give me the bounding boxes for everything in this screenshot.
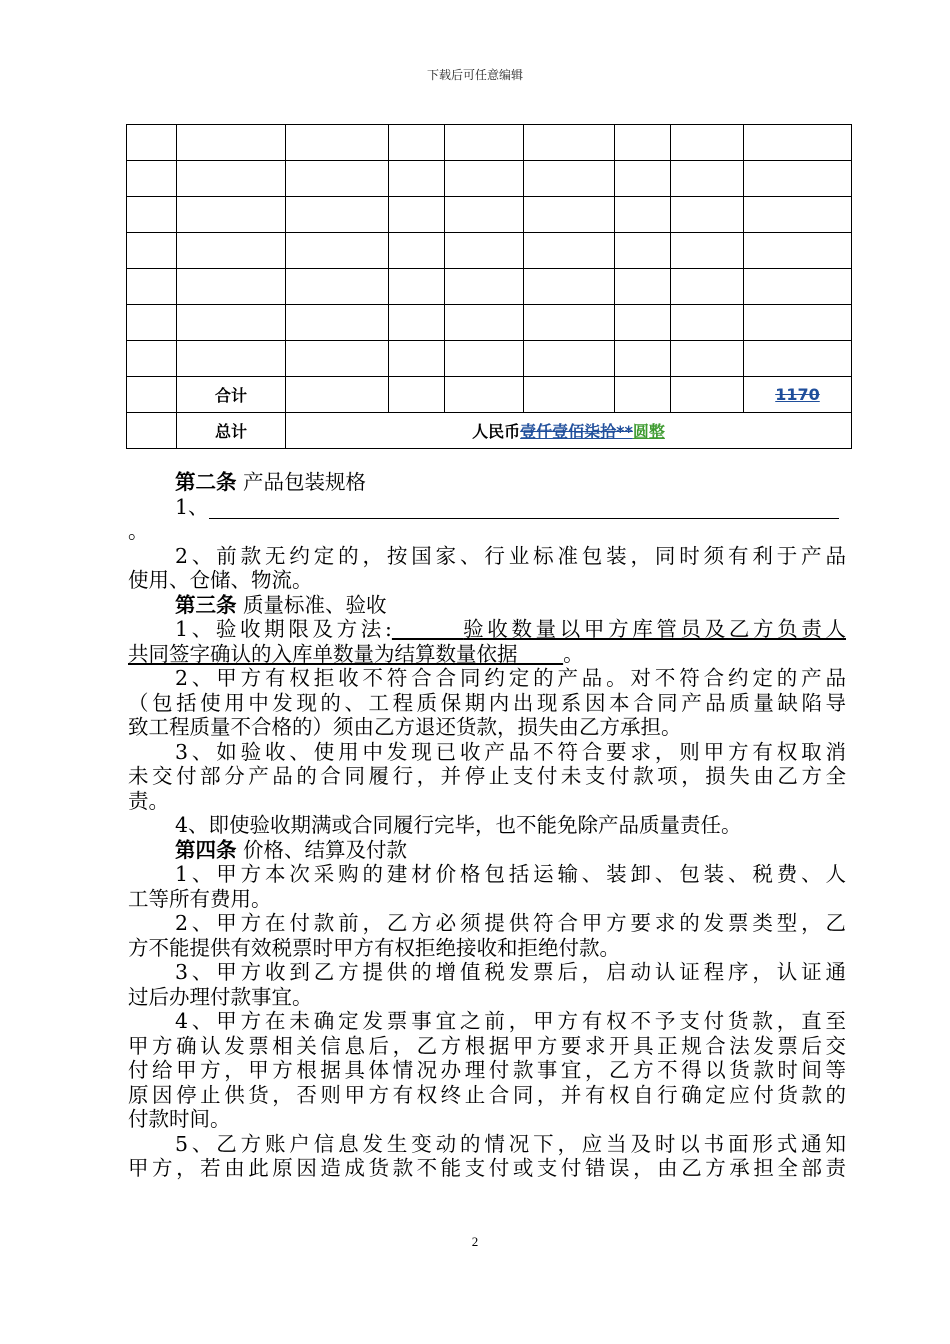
table-cell <box>744 305 852 341</box>
table-cell <box>744 233 852 269</box>
subtotal-label: 合计 <box>177 377 286 413</box>
table-cell <box>445 161 524 197</box>
article2-item2-line2: 使用、仓储、物流。 <box>128 568 313 592</box>
article4-item2-line2: 方不能提供有效税票时甲方有权拒绝接收和拒绝付款。 <box>128 935 620 960</box>
table-cell <box>177 161 286 197</box>
article3-item3-line3: 责。 <box>128 788 169 813</box>
table-cell <box>177 341 286 377</box>
table-cell <box>177 269 286 305</box>
article2-item1: 1、 <box>128 495 846 520</box>
table-row <box>127 341 852 377</box>
table-cell <box>286 233 389 269</box>
table-cell <box>524 269 615 305</box>
article3-item3-line1: 3、如验收、使用中发现已收产品不符合要求，则甲方有权取消 <box>175 739 846 764</box>
table-cell <box>671 269 744 305</box>
table-cell <box>445 233 524 269</box>
article2-heading: 第二条 产品包装规格 <box>175 470 367 494</box>
table-cell <box>389 305 445 341</box>
article4-item5-line1: 5、乙方账户信息发生变动的情况下，应当及时以书面形式通知 <box>175 1131 846 1156</box>
article3-item3-line2: 未交付部分产品的合同履行，并停止支付未支付款项，损失由乙方全 <box>128 764 846 788</box>
table-cell <box>671 341 744 377</box>
table-cell <box>127 197 177 233</box>
table-cell <box>744 197 852 233</box>
table-cell <box>744 341 852 377</box>
table-cell <box>445 197 524 233</box>
article3-item4: 4、即使验收期满或合同履行完毕，也不能免除产品质量责任。 <box>175 813 742 837</box>
article4-item4-line4: 原因停止供货，否则甲方有权终止合同，并有权自行确定应付货款的 <box>128 1082 846 1107</box>
subtotal-row <box>127 377 852 413</box>
table-cell <box>744 269 852 305</box>
table-row <box>127 161 852 197</box>
table-cell <box>286 197 389 233</box>
table-cell <box>671 305 744 341</box>
table-cell <box>524 197 615 233</box>
table-cell <box>671 197 744 233</box>
article4-item1-line1: 1、甲方本次采购的建材价格包括运输、装卸、包装、税费、人 <box>175 862 846 886</box>
page-number: 2 <box>471 1234 479 1249</box>
article3-item1-line2: 共同签字确认的入库单数量为结算数量依据 。 <box>128 641 584 666</box>
article3-item2-line2: （包括使用中发现的、工程质保期内出现系因本合同产品质量缺陷导 <box>128 690 846 715</box>
table-cell <box>389 341 445 377</box>
table-cell <box>615 305 671 341</box>
table-cell <box>445 125 524 161</box>
page-header: 下载后可任意编辑 <box>426 68 523 82</box>
table-cell <box>671 125 744 161</box>
table-row <box>127 233 852 269</box>
table-cell <box>524 161 615 197</box>
table-cell <box>445 341 524 377</box>
items-table <box>126 124 852 449</box>
article4-item3-line2: 过后办理付款事宜。 <box>128 984 313 1009</box>
table-cell <box>286 305 389 341</box>
table-cell <box>127 233 177 269</box>
table-cell <box>127 269 177 305</box>
table-cell <box>177 305 286 341</box>
article4-item1-line2: 工等所有费用。 <box>128 886 272 911</box>
article3-item2-line3: 致工程质量不合格的）须由乙方退还货款，损失由乙方承担。 <box>128 715 682 739</box>
total-label: 总计 <box>177 413 286 449</box>
table-cell <box>127 305 177 341</box>
table-cell <box>286 269 389 305</box>
table-cell <box>615 341 671 377</box>
total-amount-cell <box>286 413 852 449</box>
table-row <box>127 125 852 161</box>
article3-item2-line1: 2、甲方有权拒收不符合合同约定的产品。对不符合约定的产品 <box>175 666 846 690</box>
table-cell <box>744 125 852 161</box>
table-cell <box>445 269 524 305</box>
total-prefix: 人民币 <box>472 422 521 441</box>
table-cell <box>389 269 445 305</box>
article4-item5-line2: 甲方，若由此原因造成货款不能支付或支付错误，由乙方承担全部责 <box>128 1156 846 1180</box>
table-cell <box>615 161 671 197</box>
table-cell <box>127 341 177 377</box>
total-amount: 壹仟壹佰柒拾** <box>520 422 633 441</box>
article4-item2-line1: 2、甲方在付款前，乙方必须提供符合甲方要求的发票类型，乙 <box>175 911 846 935</box>
table-cell <box>524 341 615 377</box>
table-row <box>127 305 852 341</box>
subtotal-value: 1170 <box>775 385 820 404</box>
table-cell <box>286 125 389 161</box>
blank-fill-line <box>209 496 839 519</box>
table-cell <box>389 197 445 233</box>
table-cell <box>615 269 671 305</box>
table-cell <box>127 125 177 161</box>
table-cell <box>615 197 671 233</box>
article4-item4-line1: 4、甲方在未确定发票事宜之前，甲方有权不予支付货款，直至 <box>175 1009 846 1033</box>
article4-item4-line2: 甲方确认发票相关信息后，乙方根据甲方要求开具正规合法发票后交 <box>128 1033 846 1058</box>
table-cell <box>671 161 744 197</box>
table-cell <box>671 233 744 269</box>
table-row <box>127 269 852 305</box>
article3-heading: 第三条 质量标准、验收 <box>175 592 387 617</box>
table-cell <box>524 305 615 341</box>
table-cell <box>177 125 286 161</box>
article4-item3-line1: 3、甲方收到乙方提供的增值税发票后，启动认证程序，认证通 <box>175 960 846 984</box>
table-cell <box>286 341 389 377</box>
table-row <box>127 197 852 233</box>
article3-item1-line1: 1、验收期限及方法: 验收数量以甲方库管员及乙方负责人 <box>175 617 847 641</box>
table-cell <box>286 161 389 197</box>
contract-body <box>128 470 846 1181</box>
total-row <box>127 413 852 449</box>
table-cell <box>177 197 286 233</box>
table-cell <box>389 161 445 197</box>
table-cell <box>389 233 445 269</box>
table-cell <box>744 161 852 197</box>
article2-item2-line1: 2、前款无约定的，按国家、行业标准包装，同时须有利于产品 <box>175 543 846 568</box>
article4-item4-line3: 付给甲方，甲方根据具体情况办理付款事宜，乙方不得以货款时间等 <box>128 1058 846 1082</box>
table-cell <box>615 125 671 161</box>
table-cell <box>445 305 524 341</box>
total-suffix: 圆整 <box>632 422 665 441</box>
article4-heading: 第四条 价格、结算及付款 <box>175 837 408 862</box>
table-cell <box>524 125 615 161</box>
table-cell <box>127 161 177 197</box>
table-cell <box>524 233 615 269</box>
table-cell <box>615 233 671 269</box>
table-cell <box>177 233 286 269</box>
table-cell <box>389 125 445 161</box>
article4-item4-line5: 付款时间。 <box>128 1107 231 1131</box>
article2-item1-end: 。 <box>128 519 149 543</box>
